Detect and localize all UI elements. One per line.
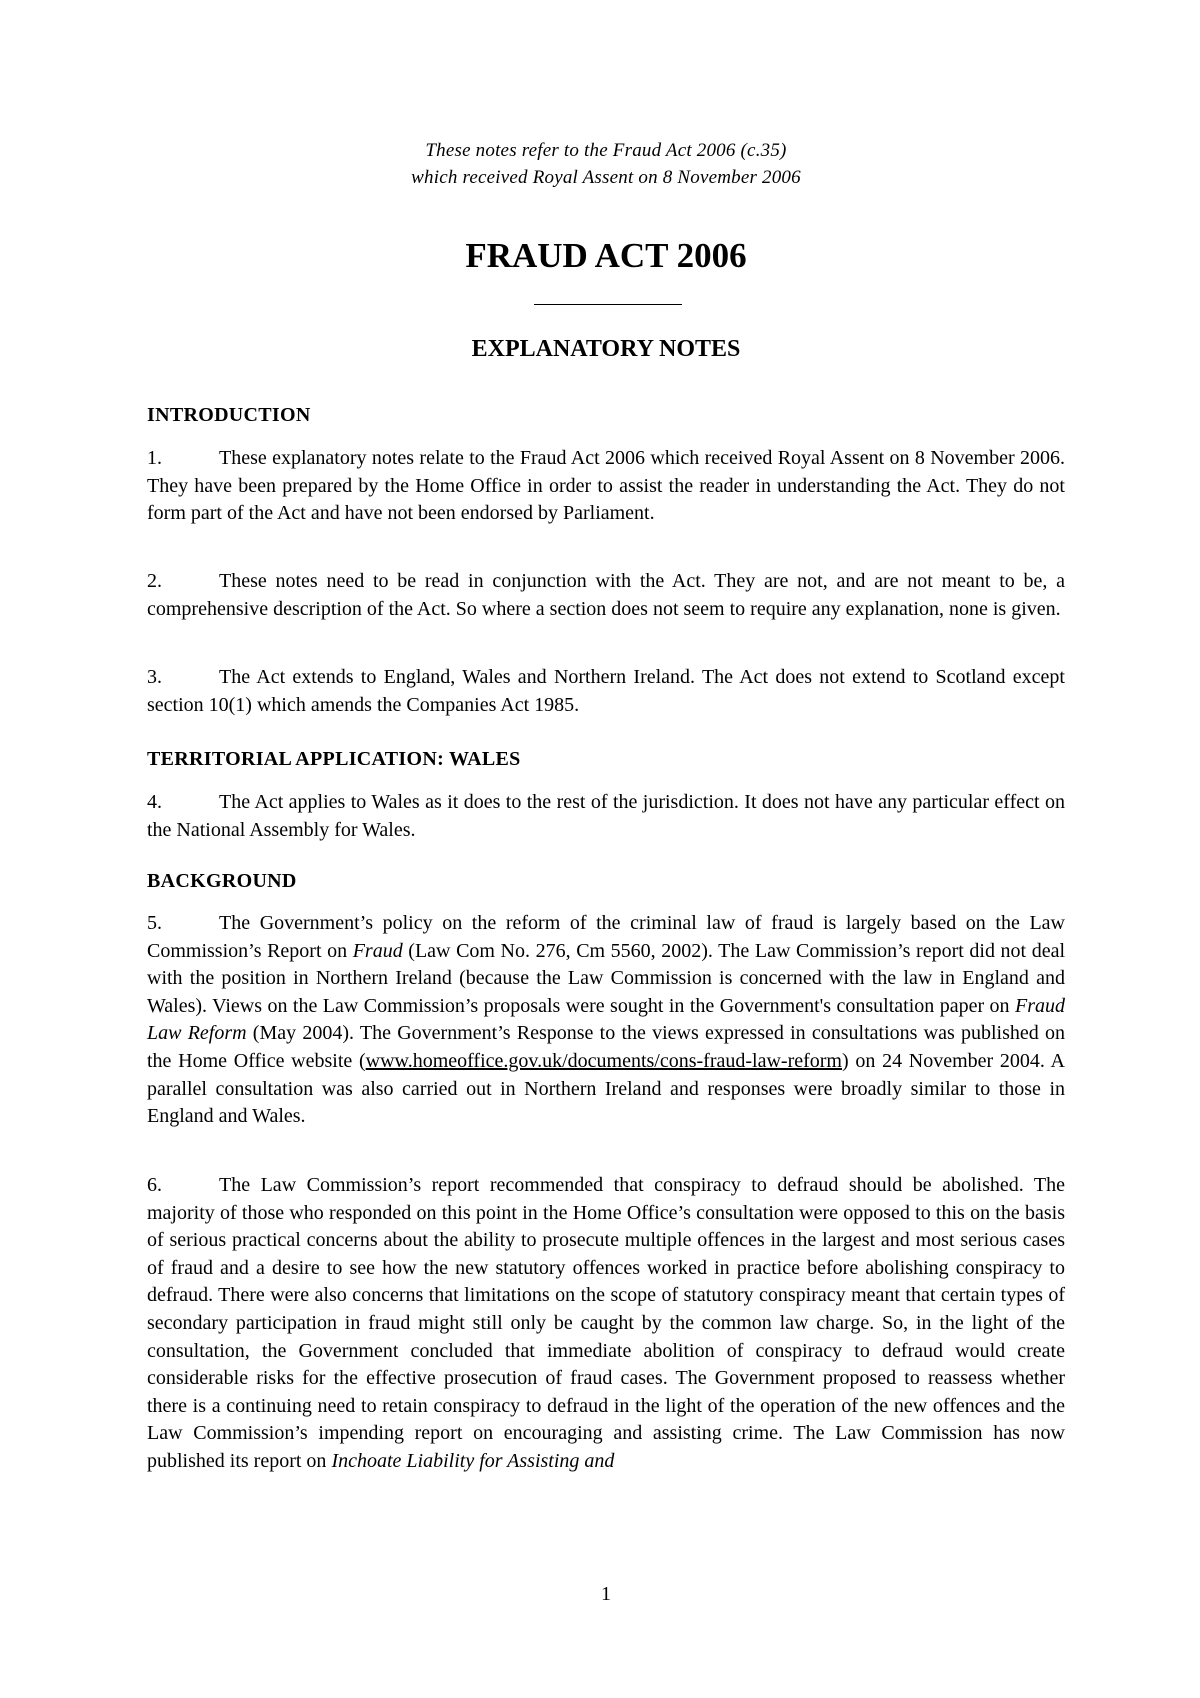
paragraph-number: 6.: [147, 1174, 162, 1196]
paragraph-text: (May 2004). The Government’s Response to the views expressed in consultations was published on the Home Office website (: [147, 1022, 1066, 1072]
page-number: 1: [601, 1583, 611, 1605]
paragraph-4: [147, 789, 1065, 844]
paragraph-text: The Act applies to Wales as it does to the rest of the jurisdiction. It does not have any particular effect on the National Assembly for Wales.: [147, 791, 1065, 841]
section-heading-introduction: INTRODUCTION: [147, 404, 311, 426]
italic-title-fraud-law-reform: Fraud Law Reform: [147, 994, 1065, 1045]
page-subtitle: EXPLANATORY NOTES: [471, 336, 741, 362]
header-note-line-1: These notes refer to the Fraud Act 2006 (c.35): [425, 140, 787, 161]
home-office-link[interactable]: www.homeoffice.gov.uk/documents/cons-fraud-law-reform: [365, 1049, 842, 1072]
paragraph-number: 2.: [147, 570, 162, 592]
paragraph-2: [147, 568, 1065, 623]
paragraph-number: 1.: [147, 447, 162, 469]
italic-title-inchoate-liability: Inchoate Liability for Assisting and: [331, 1449, 615, 1472]
paragraph-text: These explanatory notes relate to the Fraud Act 2006 which received Royal Assent on 8 November 2006. They have been prepared by the Home Office in order to assist the reader in understanding the Act. They do not form part of the Act and have not been endorsed by Parliament.: [147, 447, 1065, 525]
paragraph-3: [147, 664, 1065, 719]
paragraph-text: These notes need to be read in conjunction with the Act. They are not, and are not meant to be, a comprehensive description of the Act. So where a section does not seem to require any explanation, none is given.: [147, 570, 1065, 620]
paragraph-6: [147, 1172, 1065, 1476]
title-divider: [534, 304, 682, 305]
italic-title-fraud: Fraud: [352, 939, 403, 962]
paragraph-text: The Law Commission’s report recommended that conspiracy to defraud should be abolished. The majority of those who responded on this point in the Home Office’s consultation were opposed to this on the basis of serious practical concerns about the ability to prosecute multiple offences in the largest and most serious cases of fraud and a desire to see how the new statutory offences worked in practice before abolishing conspiracy to defraud. There were also concerns that limitations on the scope of statutory conspiracy meant that certain types of secondary participation in fraud might still only be caught by the common law charge. So, in the light of the consultation, the Government concluded that immediate abolition of conspiracy to defraud would create considerable risks for the effective prosecution of fraud cases. The Government proposed to reassess whether there is a continuing need to retain conspiracy to defraud in the light of the operation of the new offences and the Law Commission’s impending report on encouraging and assisting crime. The Law Commission has now published its report on: [147, 1174, 1065, 1472]
paragraph-1: [147, 445, 1065, 528]
paragraph-text: The Act extends to England, Wales and Northern Ireland. The Act does not extend to Scotland except section 10(1) which amends the Companies Act 1985.: [147, 666, 1065, 716]
paragraph-text: The Government’s policy on the reform of the criminal law of fraud is largely based on the Law Commission’s Report on: [147, 912, 1065, 962]
page-title: FRAUD ACT 2006: [465, 236, 747, 275]
paragraph-number: 3.: [147, 666, 162, 688]
paragraph-text: ) on 24 November 2004. A parallel consultation was also carried out in Northern Ireland and responses were broadly similar to those in England and Wales.: [147, 1049, 1065, 1128]
paragraph-5: [147, 910, 1065, 1131]
paragraph-number: 4.: [147, 791, 162, 813]
section-heading-background: BACKGROUND: [147, 870, 297, 892]
header-note-line-2: which received Royal Assent on 8 November 2006: [411, 167, 801, 188]
paragraph-number: 5.: [147, 912, 162, 934]
paragraph-text: (Law Com No. 276, Cm 5560, 2002). The Law Commission’s report did not deal with the position in Northern Ireland (because the Law Commission is concerned with the law in England and Wales). Views on the Law Commission’s proposals were sought in the Government's consultation paper on: [147, 939, 1066, 1017]
section-heading-territorial-application: TERRITORIAL APPLICATION: WALES: [147, 748, 521, 770]
